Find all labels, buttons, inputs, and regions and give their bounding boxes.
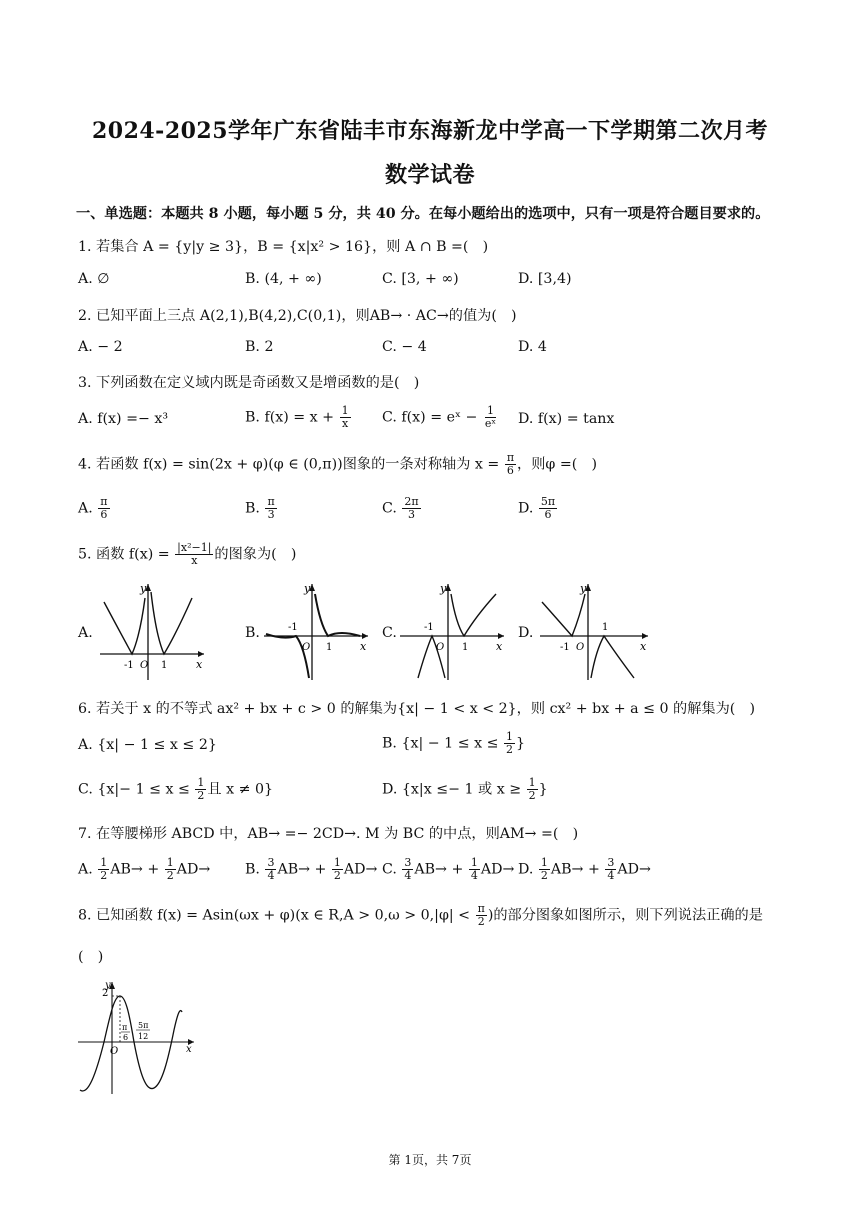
denominator: x (341, 417, 349, 431)
numerator: 1 (100, 856, 108, 869)
fraction (265, 496, 276, 521)
question-5-stem (78, 542, 296, 567)
numerator: 3 (267, 856, 275, 869)
numerator: 2π (404, 495, 419, 508)
y-axis-label: y (440, 582, 447, 595)
q8-stem-tail: )的部分图象如图所示，则下列说法正确的是 (487, 907, 763, 924)
origin-label: O (110, 1046, 119, 1057)
denominator: 2 (100, 869, 108, 883)
denominator: 2 (477, 915, 485, 929)
denominator: 4 (470, 869, 478, 883)
q2-option-b: B. 2 (245, 339, 274, 355)
six-label: 6 (123, 1033, 129, 1042)
fraction (539, 496, 557, 521)
fraction (483, 405, 498, 430)
denominator: 6 (506, 464, 514, 478)
q3-option-d: D. f(x) = tanx (518, 411, 615, 427)
q4-option-c (382, 496, 422, 521)
q1-option-d: D. [3,4) (518, 271, 572, 287)
question-1-stem: 1. 若集合 A = {y|y ≥ 3}，B = {x|x² > 16}，则 A ∩ B =( ) (78, 239, 489, 255)
q1-option-a: A. ∅ (78, 271, 110, 287)
question-6-stem: 6. 若关于 x 的不等式 ax² + bx + c > 0 的解集为{x| − 1 < x < 2}，则 cx² + bx + a ≤ 0 的解集为( ) (78, 701, 756, 717)
q7-option-b (245, 857, 377, 882)
label: B. {x| − 1 ≤ x ≤ (382, 735, 504, 752)
fraction (165, 857, 176, 882)
q3-option-b (245, 405, 352, 430)
closing: } (516, 735, 526, 752)
q6-option-b (382, 731, 525, 756)
y-axis-label: y (140, 582, 147, 595)
q4-option-a (78, 496, 111, 521)
q3-option-c (382, 405, 499, 430)
q7-option-c (382, 857, 514, 882)
q2-option-c: C. − 4 (382, 339, 427, 355)
label: D. (518, 861, 538, 878)
q5-option-b: B. (245, 625, 260, 641)
label: C. (382, 861, 402, 878)
label: C. (382, 500, 402, 517)
fraction (476, 903, 487, 928)
vector-term: AD→ (343, 861, 378, 878)
q4-option-b (245, 496, 278, 521)
amplitude-label: 2 (102, 988, 109, 999)
numerator: 1 (540, 856, 548, 869)
denominator: eˣ (484, 417, 497, 431)
one-label: 1 (462, 642, 469, 653)
denominator: 2 (333, 869, 341, 883)
vector-term: AB→ + (414, 861, 468, 878)
origin-label: O (140, 660, 149, 671)
exam-title-line1: 2024-2025学年广东省陆丰市东海新龙中学高一下学期第二次月考 (91, 118, 769, 144)
label: C. {x|− 1 ≤ x ≤ (78, 781, 195, 798)
x-axis-label: x (640, 640, 647, 653)
exam-title-line2: 数学试卷 (384, 162, 475, 188)
section-heading: 一、单选题：本题共 8 小题，每小题 5 分，共 40 分。在每小题给出的选项中，只有一项是符合题目要求的。 (76, 206, 770, 222)
fraction (504, 731, 515, 756)
question-2-stem: 2. 已知平面上三点 A(2,1),B(4,2),C(0,1)，则AB→ · AC→的值为( ) (78, 308, 517, 324)
q6-option-c (78, 777, 273, 802)
q4-option-d (518, 496, 558, 521)
one-label: 1 (602, 622, 609, 633)
x-axis-label: x (196, 658, 203, 671)
twelve-label: 12 (138, 1032, 149, 1041)
numerator: 1 (333, 856, 341, 869)
q6-option-d (382, 777, 548, 802)
q5-stem-text: 5. 函数 f(x) = (78, 546, 175, 563)
q2-option-d: D. 4 (518, 339, 547, 355)
q7-option-d (518, 857, 651, 882)
q2-option-a: A. − 2 (78, 339, 123, 355)
y-axis-label: y (580, 582, 587, 595)
x-axis-label: x (360, 640, 367, 653)
numerator: 3 (404, 856, 412, 869)
neg-one-label: -1 (560, 642, 570, 653)
fraction (402, 857, 413, 882)
fraction (332, 857, 343, 882)
q4-stem-text: 4. 若函数 f(x) = sin(2x + φ)(φ ∈ (0,π))图象的一条对称轴为 x = (78, 456, 504, 473)
x-axis-label: x (186, 1044, 192, 1055)
q8-sine-graph (74, 978, 198, 1098)
denominator: 4 (267, 869, 275, 883)
q6-option-a: A. {x| − 1 ≤ x ≤ 2} (78, 737, 217, 753)
q8-stem-text: 8. 已知函数 f(x) = Asin(ωx + φ)(x ∈ R,A > 0,ω > 0,|φ| < (78, 907, 475, 924)
numerator: 1 (341, 404, 349, 417)
denominator: 2 (528, 789, 536, 803)
q5-graph-a (96, 580, 208, 684)
fraction (605, 857, 616, 882)
numerator: 1 (528, 776, 536, 789)
neg-one-label: -1 (288, 622, 298, 633)
numerator: 3 (607, 856, 615, 869)
neg-one-label: -1 (124, 660, 134, 671)
fraction (527, 777, 538, 802)
label: A. (78, 500, 98, 517)
q5-graph-b (260, 580, 372, 684)
denominator: 2 (197, 789, 205, 803)
numerator: 1 (487, 404, 494, 417)
numerator: 1 (506, 730, 514, 743)
five-pi-label: 5π (138, 1021, 149, 1030)
y-axis-label: y (304, 582, 311, 595)
numerator: 1 (197, 776, 205, 789)
fraction (340, 405, 351, 430)
vector-term: AD→ (617, 861, 651, 878)
denominator: 3 (407, 508, 415, 522)
denominator: 2 (540, 869, 548, 883)
question-3-stem: 3. 下列函数在定义域内既是奇函数又是增函数的是( ) (78, 375, 420, 391)
q5-option-d: D. (518, 625, 534, 641)
fraction (265, 857, 276, 882)
q1-option-b: B. (4, + ∞) (245, 271, 322, 287)
denominator: 3 (267, 508, 275, 522)
numerator: π (267, 495, 275, 508)
numerator: 5π (540, 495, 556, 508)
x-axis-label: x (496, 640, 503, 653)
q5-option-a: A. (78, 625, 93, 641)
denominator: 4 (607, 869, 615, 883)
one-label: 1 (161, 660, 168, 671)
denominator: 6 (100, 508, 108, 522)
q5-graph-c (396, 580, 508, 684)
fraction (469, 857, 480, 882)
numerator: 1 (470, 856, 478, 869)
question-7-stem: 7. 在等腰梯形 ABCD 中，AB→ =− 2CD→. M 为 BC 的中点，则AM→ =( ) (78, 826, 579, 842)
one-label: 1 (326, 642, 333, 653)
pi-label: π (122, 1023, 128, 1032)
label: B. (245, 500, 265, 517)
fraction (402, 496, 420, 521)
origin-label: O (302, 642, 311, 653)
denominator: 2 (506, 743, 514, 757)
q4-stem-tail: ，则φ =( ) (517, 456, 598, 473)
page-footer: 第 1页，共 7页 (388, 1153, 472, 1167)
q5-graph-d (536, 580, 652, 684)
closing: } (538, 781, 548, 798)
fraction (98, 857, 109, 882)
q5-option-c: C. (382, 625, 397, 641)
fraction (539, 857, 550, 882)
label: A. (78, 861, 98, 878)
y-axis-label: y (105, 980, 111, 991)
label: D. {x|x ≤− 1 或 x ≥ (382, 781, 526, 798)
origin-label: O (576, 642, 585, 653)
fraction (505, 452, 516, 477)
fraction (175, 542, 213, 567)
vector-term: AD→ (176, 861, 211, 878)
vector-term: AD→ (480, 861, 515, 878)
numerator: π (477, 902, 485, 915)
vector-term: AB→ + (110, 861, 164, 878)
fraction (98, 496, 109, 521)
label: D. (518, 500, 538, 517)
numerator: |x²−1| (177, 541, 212, 554)
vector-term: AB→ + (550, 861, 605, 878)
numerator: 1 (166, 856, 174, 869)
denominator: 2 (166, 869, 174, 883)
q7-option-a (78, 857, 210, 882)
denominator: x (191, 554, 198, 568)
closing: 且 x ≠ 0} (207, 781, 274, 798)
denominator: 6 (544, 508, 552, 522)
q5-stem-tail: 的图象为( ) (214, 546, 297, 563)
numerator: π (100, 495, 108, 508)
label: B. (245, 861, 265, 878)
q3-option-a: A. f(x) =− x³ (78, 411, 169, 427)
q3-option-c-text: C. f(x) = eˣ − (382, 409, 482, 426)
q3-option-b-text: B. f(x) = x + (245, 409, 339, 426)
question-4-stem (78, 452, 597, 477)
question-8-stem (78, 903, 763, 928)
vector-term: AB→ + (277, 861, 331, 878)
numerator: π (506, 451, 515, 464)
neg-one-label: -1 (424, 622, 434, 633)
origin-label: O (436, 642, 445, 653)
denominator: 4 (404, 869, 412, 883)
fraction (195, 777, 206, 802)
q1-option-c: C. [3, + ∞) (382, 271, 459, 287)
question-8-paren: ( ) (78, 949, 104, 965)
